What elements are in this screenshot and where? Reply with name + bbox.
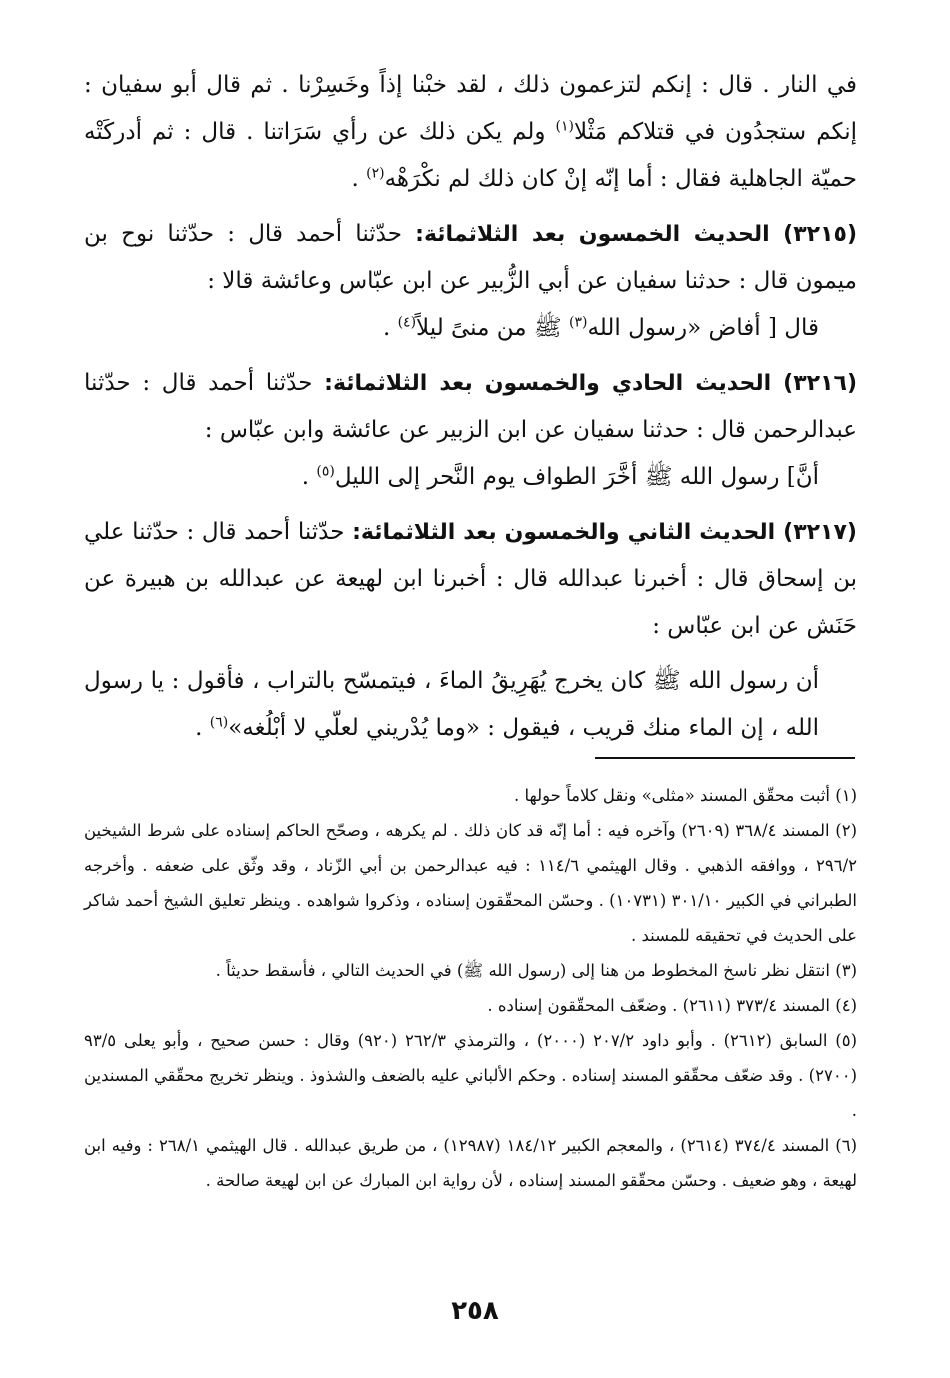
- matn-text: أنَّ] رسول الله ﷺ أخَّرَ الطواف يوم النَّحر إلى الليل: [334, 464, 819, 490]
- footnote-ref: (٢): [366, 165, 385, 182]
- matn-text: ﷺ من منىً ليلاً: [416, 315, 569, 341]
- hadith-3215: [84, 211, 857, 305]
- paragraph-1: [84, 62, 857, 203]
- isnad-text: حدّثنا أحمد قال : حدّثنا عبدالرحمن قال : حدثنا سفيان عن ابن الزبير عن عائشة وابن عبّاس :: [84, 370, 857, 443]
- hadith-heading: (٣٢١٦) الحديث الحادي والخمسون بعد الثلاثمائة:: [324, 371, 857, 396]
- footnote-1: (١) أثبت محقّق المسند «مثلى» ونقل كلاماً حولها .: [514, 786, 857, 805]
- footnote-ref: (٣): [569, 314, 588, 331]
- isnad-text: حدّثنا أحمد قال : حدّثنا علي بن إسحاق قال : أخبرنا عبدالله قال : أخبرنا ابن لهيعة عن عبدالله بن هبيرة عن حَنَش عن ابن عبّاس :: [84, 519, 857, 639]
- footnote-separator: [595, 757, 855, 759]
- footnote-ref: (١): [555, 118, 574, 135]
- hadith-3216: [84, 360, 857, 454]
- hadith-3217: [84, 509, 857, 650]
- matn-3215: [84, 305, 857, 352]
- paragraph-text: ولم يكن ذلك عن رأي سَرَاتنا . قال : ثم أدركَتْه حميّة الجاهلية فقال : أما إنّه إنْ كان ذلك لم نكْرَهْه: [84, 119, 857, 192]
- matn-text: قال [ أفاض «رسول الله: [587, 315, 819, 341]
- page-number: ٢٥٨: [451, 1296, 499, 1326]
- footnote-ref: (٤): [397, 314, 417, 331]
- matn-text: .: [382, 315, 398, 341]
- main-text: [84, 62, 857, 752]
- matn-text: أن رسول الله ﷺ كان يخرج يُهَرِيقُ الماءَ ، فيتمسّح بالتراب ، فأقول : يا رسول الله ، إن الماء منك قريب ، فيقول : «وما يُدْريني لعلّي لا أبْلُغه»: [84, 668, 819, 741]
- matn-3217: [84, 658, 857, 752]
- footnote-5: (٥) السابق (٢٦١٢) . وأبو داود ٢٠٧/٢ (٢٠٠٠) ، والترمذي ٢٦٢/٣ (٩٢٠) وقال : حسن صحيح ، وأبو يعلى ٩٣/٥ (٢٧٠٠) . وقد ضعّف محقّقو المسند إسناده . وحكم الألباني عليه بالضعف والشذوذ . وينظر تخريج محقّقي المسندين .: [84, 1031, 858, 1120]
- footnote-6: (٦) المسند ٣٧٤/٤ (٢٦١٤) ، والمعجم الكبير ١٨٤/١٢ (١٢٩٨٧) ، من طريق عبدالله . قال الهيثمي ٢٦٨/١ : وفيه ابن لهيعة ، وهو ضعيف . وحسّن محقّقو المسند إسناده ، لأن رواية ابن المبارك عن ابن لهيعة صالحة .: [84, 1136, 858, 1190]
- footnote-3: (٣) انتقل نظر ناسخ المخطوط من هنا إلى (رسول الله ﷺ) في الحديث التالي ، فأسقط حديثاً .: [215, 961, 857, 980]
- paragraph-text: في النار . قال : إنكم لتزعمون ذلك ، لقد خبْنا إذاً وخَسِرْنا . ثم قال أبو سفيان : إنكم ستجدُون في قتلاكم مَثْلا: [84, 72, 857, 145]
- footnote-2: (٢) المسند ٣٦٨/٤ (٢٦٠٩) وآخره فيه : أما إنّه قد كان ذلك . لم يكرهه ، وصحّح الحاكم إسناده على شرط الشيخين ٢٩٦/٢ ، ووافقه الذهبي . وقال الهيثمي ١١٤/٦ : فيه عبدالرحمن بن أبي الزّناد ، وقد وثّق على ضعفه . وأخرجه الطبراني في الكبير ٣٠١/١٠ (١٠٧٣١) . وحسّن المحقّقون إسناده ، وذكروا شواهده . وينظر تعليق الشيخ أحمد شاكر على الحديث في تحقيقه للمسند .: [84, 821, 858, 945]
- isnad-text: حدّثنا أحمد قال : حدّثنا نوح بن ميمون قال : حدثنا سفيان عن أبي الزُّبير عن ابن عبّاس وعائشة قالا :: [84, 221, 857, 294]
- footnote-ref: (٦): [209, 714, 229, 731]
- footnotes: [84, 778, 857, 1198]
- paragraph-text: .: [351, 166, 367, 192]
- footnote-ref: (٥): [316, 463, 335, 480]
- footnote-4: (٤) المسند ٣٧٣/٤ (٢٦١١) . وضعّف المحقّقون إسناده .: [487, 996, 857, 1015]
- hadith-heading: (٣٢١٧) الحديث الثاني والخمسون بعد الثلاثمائة:: [352, 520, 857, 545]
- matn-text: .: [195, 715, 210, 741]
- hadith-heading: (٣٢١٥) الحديث الخمسون بعد الثلاثمائة:: [415, 222, 858, 247]
- matn-3216: [84, 454, 857, 501]
- matn-text: .: [301, 464, 317, 490]
